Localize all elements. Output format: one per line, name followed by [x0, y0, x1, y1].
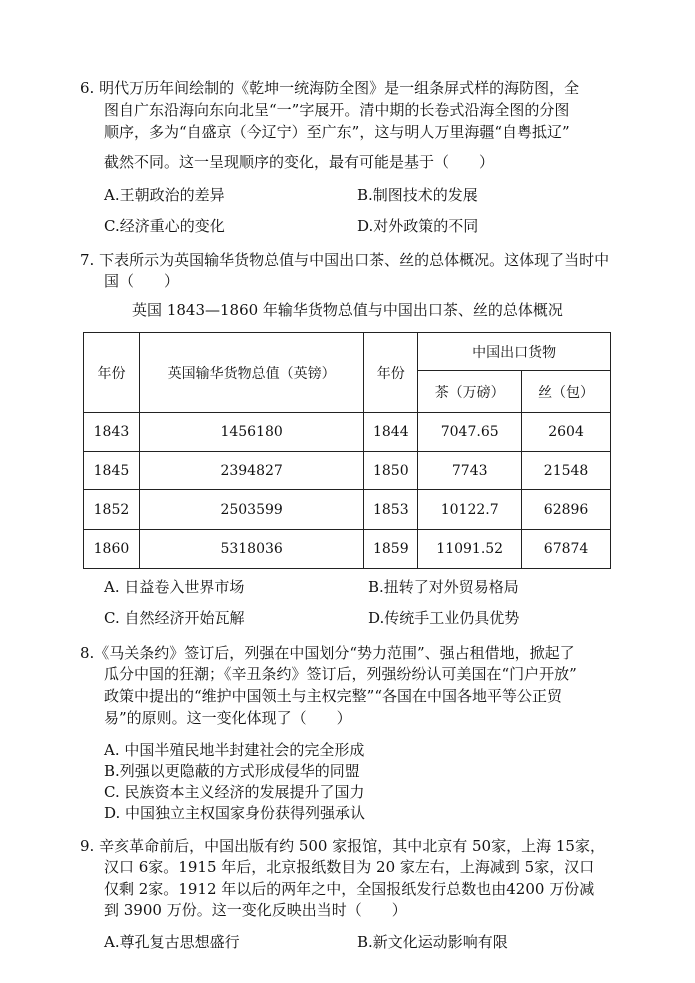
q6-line-1: 6. 明代万历年间绘制的《乾坤一统海防全图》是一组条屏式样的海防图，全 [80, 79, 580, 97]
cell-year-2: 1850 [364, 452, 418, 490]
cell-uk-value: 1456180 [139, 413, 363, 452]
q9-option-a: A.尊孔复古思想盛行 [104, 933, 240, 951]
q6-option-b: B.制图技术的发展 [357, 186, 478, 204]
q6-option-d: D.对外政策的不同 [357, 217, 479, 235]
q8-line-1: 8.《马关条约》签订后，列强在中国划分“势力范围”、强占租借地，掀起了 [80, 644, 575, 662]
cell-uk-value: 5318036 [139, 530, 363, 569]
cell-tea: 11091.52 [418, 530, 522, 569]
q8-line-4: 易”的原则。这一变化体现了（ ） [104, 709, 352, 727]
q8-option-d: D. 中国独立主权国家身份获得列强承认 [104, 804, 366, 822]
cell-silk: 2604 [522, 413, 611, 452]
q7-line-1: 7. 下表所示为英国输华货物总值与中国出口茶、丝的总体概况。这体现了当时中 [80, 251, 610, 269]
trade-table [83, 332, 611, 569]
cell-silk: 62896 [522, 490, 611, 530]
q6-line-2: 图自广东沿海向东向北呈“一”字展开。清中期的长卷式沿海全图的分图 [104, 101, 570, 119]
cell-uk-value: 2394827 [139, 452, 363, 490]
q9-option-b: B.新文化运动影响有限 [357, 933, 508, 951]
cell-year-1: 1860 [84, 530, 140, 569]
table-row [84, 452, 611, 490]
table-header-row [84, 333, 611, 371]
q6-line-3: 顺序，多为“自盛京（今辽宁）至广东”，这与明人万里海疆“自粤抵辽” [104, 123, 570, 141]
table-row [84, 530, 611, 569]
header-year-2: 年份 [364, 333, 418, 413]
q8-line-2: 瓜分中国的狂潮；《辛丑条约》签订后，列强纷纷认可美国在“门户开放” [104, 665, 577, 683]
cell-year-1: 1852 [84, 490, 140, 530]
q9-line-1: 9. 辛亥革命前后，中国出版有约 500 家报馆，其中北京有 50家，上海 15家， [80, 837, 605, 855]
table-row [84, 490, 611, 530]
q9-line-4: 到 3900 万份。这一变化反映出当时（ ） [104, 901, 407, 919]
table-caption: 英国 1843—1860 年输华货物总值与中国出口茶、丝的总体概况 [132, 301, 563, 319]
cell-tea: 7743 [418, 452, 522, 490]
q7-option-b: B.扭转了对外贸易格局 [368, 578, 519, 596]
cell-uk-value: 2503599 [139, 490, 363, 530]
header-china-export: 中国出口货物 [418, 333, 611, 371]
q8-line-3: 政策中提出的“维护中国领土与主权完整”“各国在中国各地平等公正贸 [104, 687, 563, 705]
q7-option-d: D.传统手工业仍具优势 [368, 609, 520, 627]
q9-line-2: 汉口 6家。1915 年后，北京报纸数目为 20 家左右，上海减到 5家，汉口 [104, 858, 595, 876]
q8-option-c: C. 民族资本主义经济的发展提升了国力 [104, 783, 365, 801]
q7-option-c: C. 自然经济开始瓦解 [104, 609, 245, 627]
cell-silk: 21548 [522, 452, 611, 490]
header-year-1: 年份 [84, 333, 140, 413]
header-silk: 丝（包） [522, 371, 611, 413]
q7-line-2: 国（ ） [104, 272, 180, 290]
cell-tea: 10122.7 [418, 490, 522, 530]
table-row [84, 413, 611, 452]
q6-option-a: A.王朝政治的差异 [104, 186, 225, 204]
cell-year-1: 1845 [84, 452, 140, 490]
q8-option-b: B.列强以更隐蔽的方式形成侵华的同盟 [104, 762, 360, 780]
q7-option-a: A. 日益卷入世界市场 [104, 578, 245, 596]
cell-tea: 7047.65 [418, 413, 522, 452]
cell-year-2: 1859 [364, 530, 418, 569]
cell-year-2: 1853 [364, 490, 418, 530]
q9-line-3: 仅剩 2家。1912 年以后的两年之中，全国报纸发行总数也由4200 万份减 [104, 880, 595, 898]
q8-option-a: A. 中国半殖民地半封建社会的完全形成 [104, 741, 365, 759]
q6-line-4: 截然不同。这一呈现顺序的变化，最有可能是基于（ ） [104, 153, 495, 171]
cell-year-2: 1844 [364, 413, 418, 452]
header-uk-value: 英国输华货物总值（英镑） [139, 333, 363, 413]
header-tea: 茶（万磅） [418, 371, 522, 413]
cell-silk: 67874 [522, 530, 611, 569]
cell-year-1: 1843 [84, 413, 140, 452]
q6-option-c: C.经济重心的变化 [104, 217, 225, 235]
